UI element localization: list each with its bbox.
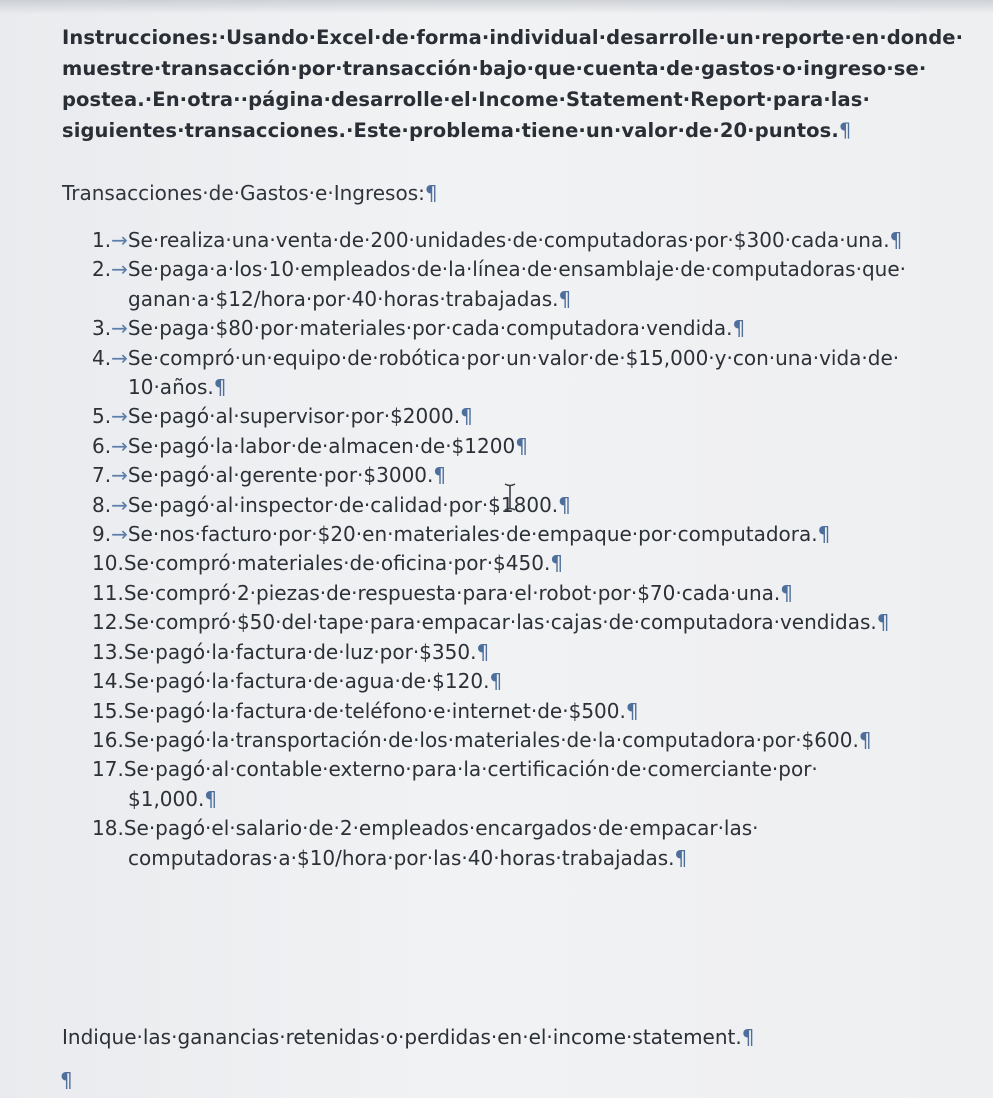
pilcrow-mark: ¶ xyxy=(433,463,447,488)
transaction-number: 17. xyxy=(92,757,124,782)
transaction-item xyxy=(92,520,972,549)
transaction-item xyxy=(92,255,972,314)
transaction-text: Se·pagó·al·inspector·de·calidad·por·$1800. xyxy=(127,492,559,517)
tab-arrow-icon: → xyxy=(111,257,128,282)
conclusion-text: Indique·las·ganancias·retenidas·o·perdidas·en·el·income·statement. xyxy=(62,1025,742,1049)
instructions-paragraph xyxy=(62,22,962,146)
pilcrow-mark: ¶ xyxy=(515,433,528,458)
transaction-text: $1,000. xyxy=(128,786,205,811)
transaction-line xyxy=(92,255,972,284)
transaction-item xyxy=(92,461,972,490)
transaction-text: Se·pagó·al·contable·externo·para·la·certificación·de·comerciante·por· xyxy=(123,757,818,782)
transaction-text: Se·pagó·la·transportación·de·los·materiales·de·la·computadora·por·$600. xyxy=(123,727,859,752)
transaction-item xyxy=(92,697,972,726)
transaction-line xyxy=(92,432,972,461)
text-cursor-icon xyxy=(502,482,518,512)
transaction-text: computadoras·a·$10/hora·por·las·40·horas·trabajadas. xyxy=(128,845,675,870)
transaction-line xyxy=(92,667,972,696)
transaction-number: 16. xyxy=(92,727,124,752)
instructions-line xyxy=(62,53,962,84)
pilcrow-mark: ¶ xyxy=(476,639,490,664)
conclusion-paragraph xyxy=(62,1022,754,1052)
transaction-line xyxy=(92,549,972,578)
transaction-item xyxy=(92,814,972,873)
pilcrow-mark: ¶ xyxy=(858,727,872,752)
instructions-line-text: muestre·transacción·por·transacción·bajo·que·cuenta·de·gastos·o·ingreso·se· xyxy=(62,57,927,80)
instructions-line xyxy=(62,22,962,53)
transaction-text: 10·años. xyxy=(128,375,214,400)
pilcrow-mark: ¶ xyxy=(674,845,688,870)
transaction-text: Se·realiza·una·venta·de·200·unidades·de·computadoras·por·$300·cada·una. xyxy=(127,228,890,252)
tab-arrow-icon: → xyxy=(111,316,128,341)
pilcrow-mark: ¶ xyxy=(838,119,852,142)
transaction-number: 5. xyxy=(92,404,112,429)
transaction-text: Se·compró·2·piezas·de·respuesta·para·el·robot·por·$70·cada·una. xyxy=(123,580,781,605)
transaction-number: 8. xyxy=(92,492,112,517)
transaction-line xyxy=(92,402,972,431)
section-title xyxy=(62,178,438,208)
pilcrow-mark: ¶ xyxy=(460,404,473,429)
tab-arrow-icon: → xyxy=(111,522,128,547)
transaction-text: Se·pagó·el·salario·de·2·empleados·encargados·de·empacar·las· xyxy=(123,816,759,841)
transaction-line xyxy=(92,697,972,726)
transaction-text: Se·compró·$50·del·tape·para·empacar·las·cajas·de·computadora·vendidas. xyxy=(123,610,877,635)
transaction-item xyxy=(92,726,972,755)
tab-arrow-icon: → xyxy=(111,404,128,429)
transaction-line xyxy=(92,638,972,667)
instructions-line-text: Instrucciones:·Usando·Excel·de·forma·individual·desarrolle·un·reporte·en·donde· xyxy=(62,26,964,49)
transaction-line xyxy=(92,844,972,873)
transaction-text: Se·pagó·la·factura·de·agua·de·$120. xyxy=(123,669,490,694)
transaction-item xyxy=(92,638,972,667)
transaction-number: 13. xyxy=(92,639,124,664)
transaction-text: Se·compró·materiales·de·oficina·por·$450. xyxy=(123,551,551,576)
transaction-line xyxy=(92,226,972,255)
pilcrow-mark: ¶ xyxy=(625,698,639,723)
transaction-number: 1. xyxy=(92,228,112,252)
transaction-text: Se·pagó·al·gerente·por·$3000. xyxy=(127,463,434,488)
transaction-line xyxy=(92,785,972,814)
pilcrow-mark: ¶ xyxy=(732,316,746,341)
transaction-number: 14. xyxy=(92,669,124,694)
pilcrow-mark: ¶ xyxy=(780,580,794,605)
tab-arrow-icon: → xyxy=(111,433,128,458)
transaction-item xyxy=(92,608,972,637)
transaction-text: Se·pagó·al·supervisor·por·$2000. xyxy=(127,404,461,429)
transaction-line xyxy=(92,814,972,843)
instructions-line xyxy=(62,84,962,115)
transaction-line xyxy=(92,314,972,343)
transaction-number: 7. xyxy=(92,463,112,488)
transaction-text: Se·compró·un·equipo·de·robótica·por·un·valor·de·$15,000·y·con·una·vida·de· xyxy=(127,345,900,370)
transaction-item xyxy=(92,667,972,696)
empty-paragraph xyxy=(60,1066,73,1094)
pilcrow-mark: ¶ xyxy=(889,228,903,252)
transaction-item xyxy=(92,344,972,403)
transactions-list xyxy=(92,226,972,873)
pilcrow-mark: ¶ xyxy=(558,286,572,311)
transaction-text: Se·pagó·la·factura·de·luz·por·$350. xyxy=(123,639,477,664)
transaction-line xyxy=(92,461,972,490)
transaction-number: 11. xyxy=(92,580,124,605)
tab-arrow-icon: → xyxy=(111,492,128,517)
transaction-number: 9. xyxy=(92,522,112,547)
section-title-text: Transacciones·de·Gastos·e·Ingresos: xyxy=(62,181,425,205)
pilcrow-mark: ¶ xyxy=(424,181,438,205)
transaction-item xyxy=(92,579,972,608)
pilcrow-mark: ¶ xyxy=(60,1068,73,1092)
pilcrow-mark: ¶ xyxy=(876,610,890,635)
transaction-number: 18. xyxy=(92,816,124,841)
transaction-number: 2. xyxy=(92,257,112,282)
transaction-item xyxy=(92,402,972,431)
transaction-text: Se·pagó·la·labor·de·almacen·de·$1200 xyxy=(127,433,516,458)
transaction-text: ganan·a·$12/hora·por·40·horas·trabajadas. xyxy=(128,286,559,311)
pilcrow-mark: ¶ xyxy=(741,1025,755,1049)
transaction-item xyxy=(92,314,972,343)
transaction-line xyxy=(92,579,972,608)
transaction-line xyxy=(92,491,972,520)
instructions-line xyxy=(62,115,962,146)
transaction-line xyxy=(92,726,972,755)
pilcrow-mark: ¶ xyxy=(204,786,218,811)
transaction-text: Se·nos·facturo·por·$20·en·materiales·de·empaque·por·computadora. xyxy=(127,522,818,547)
pilcrow-mark: ¶ xyxy=(550,551,564,576)
transaction-item xyxy=(92,226,972,255)
transaction-item xyxy=(92,432,972,461)
tab-arrow-icon: → xyxy=(111,345,128,370)
transaction-text: Se·paga·a·los·10·empleados·de·la·línea·de·ensamblaje·de·computadoras·que· xyxy=(127,257,906,282)
transaction-line xyxy=(92,755,972,784)
pilcrow-mark: ¶ xyxy=(489,669,503,694)
transaction-number: 6. xyxy=(92,433,112,458)
instructions-line-text: postea.·En·otra··página·desarrolle·el·Income·Statement·Report·para·las· xyxy=(62,88,870,111)
transaction-item xyxy=(92,491,972,520)
pilcrow-mark: ¶ xyxy=(817,522,831,547)
tab-arrow-icon: → xyxy=(111,228,128,252)
transaction-text: Se·paga·$80·por·materiales·por·cada·computadora·vendida. xyxy=(127,316,733,341)
transaction-line xyxy=(92,608,972,637)
transaction-text: Se·pagó·la·factura·de·teléfono·e·internet·de·$500. xyxy=(123,698,626,723)
transaction-number: 3. xyxy=(92,316,112,341)
transaction-item xyxy=(92,549,972,578)
transaction-line xyxy=(92,285,972,314)
transaction-line xyxy=(92,373,972,402)
transaction-number: 12. xyxy=(92,610,124,635)
pilcrow-mark: ¶ xyxy=(213,375,227,400)
transaction-number: 15. xyxy=(92,698,124,723)
tab-arrow-icon: → xyxy=(111,463,128,488)
transaction-line xyxy=(92,344,972,373)
page-edge-shadow xyxy=(0,0,993,14)
transaction-number: 4. xyxy=(92,345,112,370)
transaction-number: 10. xyxy=(92,551,124,576)
transaction-item xyxy=(92,755,972,814)
pilcrow-mark: ¶ xyxy=(558,492,571,517)
instructions-line-text: siguientes·transacciones.·Este·problema·tiene·un·valor·de·20·puntos. xyxy=(62,119,839,142)
transaction-line xyxy=(92,520,972,549)
